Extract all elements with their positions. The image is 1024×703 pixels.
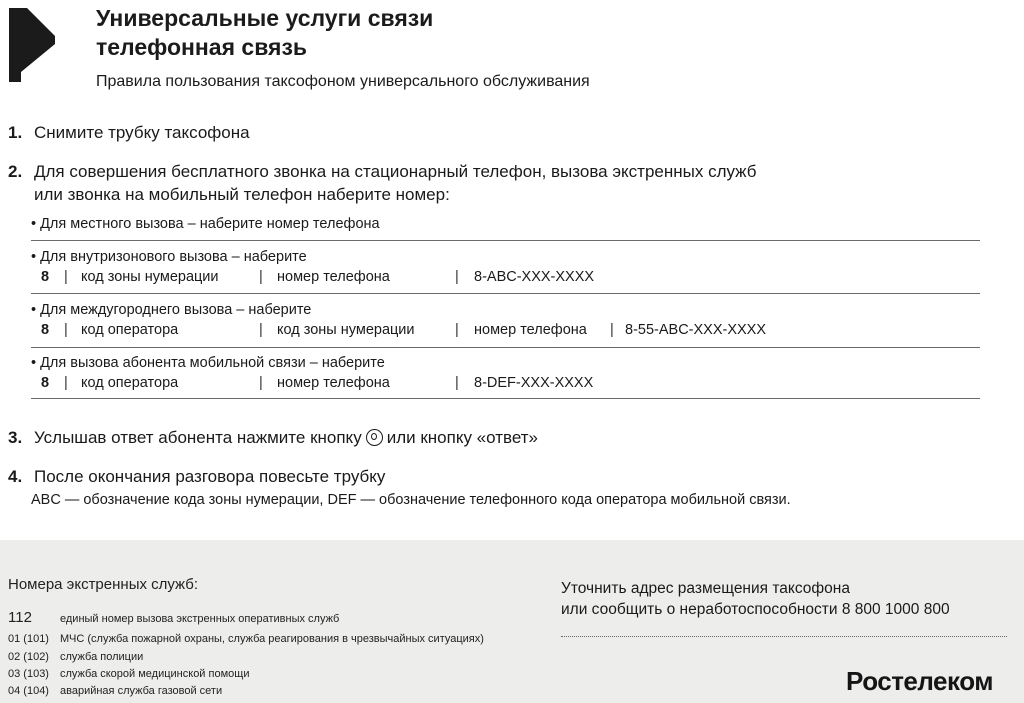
format-separator: | [455, 269, 459, 285]
dial-block-intrazone [31, 247, 980, 294]
format-part: код зоны нумерации [277, 322, 415, 338]
emergency-desc: служба скорой медицинской помощи [60, 668, 250, 680]
abbreviation-note: ABC — обозначение кода зоны нумерации, DEF — обозначение телефонного кода оператора мобильной связи. [31, 492, 791, 508]
format-part: код зоны нумерации [81, 269, 219, 285]
step-number: 3. [8, 428, 23, 447]
format-separator: | [64, 322, 68, 338]
step-number: 1. [8, 123, 23, 142]
emergency-desc: МЧС (служба пожарной охраны, служба реагирования в чрезвычайных ситуациях) [60, 633, 484, 645]
emergency-row [8, 609, 339, 626]
brand-logo-text: Ростелеком [846, 666, 993, 696]
dial-block-heading: • Для междугороднего вызова – наберите [31, 302, 312, 318]
step-text: Снимите трубку таксофона [34, 123, 250, 142]
emergency-desc: служба полиции [60, 651, 144, 663]
format-part: номер телефона [277, 269, 390, 285]
emergency-row [8, 651, 143, 663]
emergency-code: 04 (104) [8, 685, 49, 697]
step-text: После окончания разговора повесьте трубку [34, 467, 386, 486]
format-example: 8-DEF-XXX-XXXX [474, 375, 594, 391]
page-title [96, 4, 433, 62]
format-example: 8-ABC-XXX-XXXX [474, 269, 595, 285]
rostelecom-logo-icon [9, 8, 55, 82]
dial-block-heading: • Для внутризонового вызова – наберите [31, 249, 307, 265]
dial-block-heading: • Для местного вызова – наберите номер телефона [31, 216, 380, 232]
dial-format [31, 320, 980, 342]
emergency-code: 03 (103) [8, 668, 49, 680]
contact-line-1: Уточнить адрес размещения таксофона [561, 580, 850, 597]
format-separator: | [610, 322, 614, 338]
format-separator: | [64, 269, 68, 285]
emergency-row [8, 668, 249, 680]
contact-line-2: или сообщить о неработоспособности 8 800 1000 800 [561, 601, 950, 618]
dial-block-mobile [31, 353, 980, 399]
format-part: 8 [41, 269, 50, 285]
format-part: код оператора [81, 375, 179, 391]
step-4 [8, 465, 385, 488]
page-subtitle: Правила пользования таксофоном универсального обслуживания [96, 73, 590, 90]
format-separator: | [455, 322, 459, 338]
emergency-code: 01 (101) [8, 633, 49, 645]
step-number: 4. [8, 467, 23, 486]
emergency-row [8, 633, 484, 645]
dial-format [31, 373, 980, 395]
dial-format [31, 267, 980, 289]
emergency-code: 112 [8, 609, 32, 626]
dial-block-intercity [31, 300, 980, 348]
step-text-line-2: или звонка на мобильный телефон наберите номер: [34, 185, 450, 204]
emergency-title: Номера экстренных служб: [8, 576, 199, 593]
step-2 [8, 160, 756, 206]
format-part: 8 [41, 322, 50, 338]
format-separator: | [259, 375, 263, 391]
divider [561, 636, 1007, 637]
step-text-tail: или кнопку «ответ» [386, 428, 538, 447]
format-separator: | [259, 269, 263, 285]
format-separator: | [455, 375, 459, 391]
format-part: номер телефона [277, 375, 390, 391]
step-3 [8, 426, 538, 449]
step-number: 2. [8, 162, 23, 181]
emergency-desc: аварийная служба газовой сети [60, 685, 223, 697]
step-1 [8, 121, 250, 144]
format-separator: | [259, 322, 263, 338]
answer-button-icon [366, 429, 383, 446]
title-line-2: телефонная связь [96, 34, 308, 60]
emergency-code: 02 (102) [8, 651, 49, 663]
step-text-line-1: Для совершения бесплатного звонка на стационарный телефон, вызова экстренных служб [34, 162, 757, 181]
format-example: 8-55-ABC-XXX-XXXX [625, 322, 767, 338]
format-separator: | [64, 375, 68, 391]
format-part: код оператора [81, 322, 179, 338]
dial-block-local [31, 214, 980, 241]
footer-panel [0, 540, 1024, 703]
emergency-row [8, 685, 222, 697]
step-text: Услышав ответ абонента нажмите кнопку [34, 428, 362, 447]
format-part: 8 [41, 375, 50, 391]
dial-block-heading: • Для вызова абонента мобильной связи – наберите [31, 355, 385, 371]
title-line-1: Универсальные услуги связи [96, 5, 434, 31]
format-part: номер телефона [474, 322, 587, 338]
contact-info [561, 578, 950, 620]
emergency-desc: единый номер вызова экстренных оперативных служб [60, 613, 340, 625]
